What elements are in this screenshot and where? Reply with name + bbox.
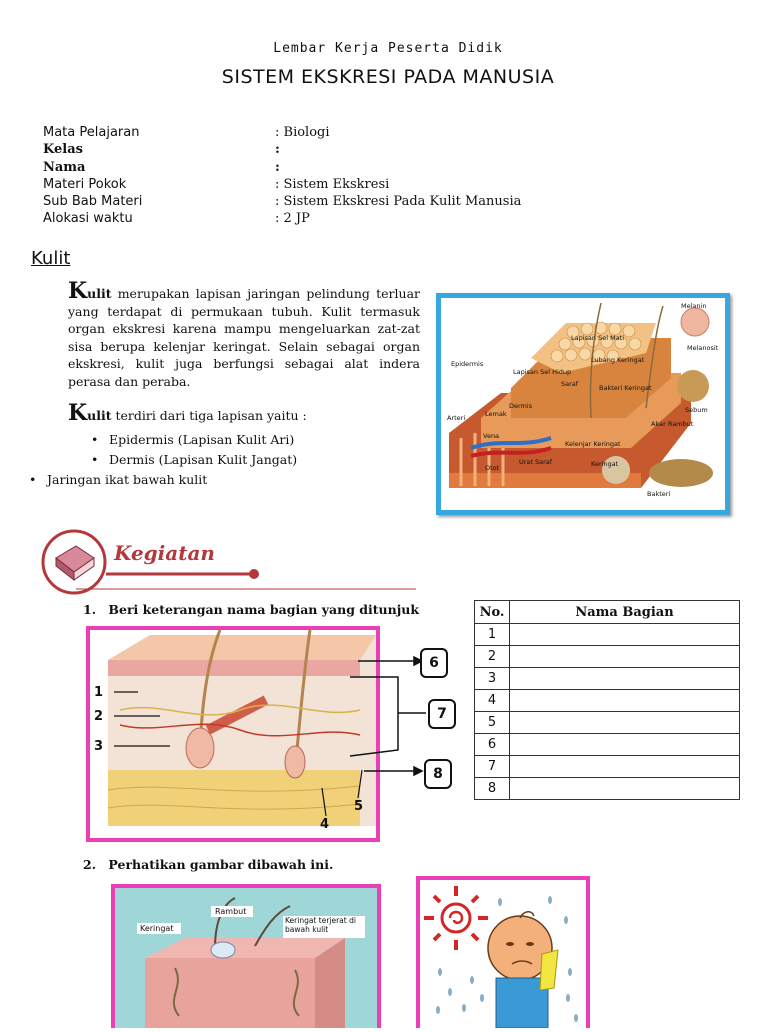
callout-8: 8	[424, 759, 452, 789]
task1-illustration	[90, 630, 376, 838]
bullet-icon: •	[29, 472, 37, 487]
row-number: 4	[475, 690, 510, 712]
header-no: No.	[475, 601, 510, 624]
marker-5: 5	[354, 799, 364, 814]
info-label: Alokasi waktu	[43, 211, 133, 226]
paragraph-text: terdiri dari tiga lapisan yaitu :	[111, 408, 307, 423]
layer-label: Jaringan ikat bawah kulit	[47, 472, 208, 487]
row-number: 8	[475, 778, 510, 800]
row-number: 3	[475, 668, 510, 690]
label-dermis: Dermis	[509, 402, 533, 410]
label-vena: Vena	[483, 432, 500, 440]
bullet-icon: •	[91, 432, 99, 447]
layers-intro	[68, 400, 420, 426]
row-number: 7	[475, 756, 510, 778]
melanin-inset	[681, 308, 709, 336]
callout-7: 7	[428, 699, 456, 729]
label-rambut: Rambut	[215, 907, 247, 916]
label-epidermis: Epidermis	[451, 360, 484, 368]
sebum-inset	[677, 370, 709, 402]
label-nerve: Urat Saraf	[519, 458, 553, 466]
marker-1: 1	[94, 685, 104, 700]
label-sweat-gland: Kelenjar Keringat	[565, 440, 621, 448]
answer-cell[interactable]	[510, 668, 740, 690]
layer-label: Dermis (Lapisan Kulit Jangat)	[109, 452, 298, 467]
layer-label: Epidermis (Lapisan Kulit Ari)	[109, 432, 295, 447]
info-value: : 2 JP	[275, 211, 310, 226]
info-label: Materi Pokok	[43, 177, 127, 192]
info-value: :	[275, 160, 280, 175]
layer-item	[29, 472, 207, 487]
row-number: 1	[475, 624, 510, 646]
task-text: Perhatikan gambar dibawah ini.	[108, 857, 334, 872]
answer-cell[interactable]	[510, 778, 740, 800]
sweat-skin-illustration	[115, 888, 377, 1028]
task-text: Beri keterangan nama bagian yang ditunjuk	[108, 602, 420, 617]
label-saraf: Saraf	[561, 380, 579, 388]
table-row	[475, 624, 740, 646]
skin-diagram	[436, 293, 730, 515]
kegiatan-title: Kegiatan	[114, 541, 215, 565]
task-number: 1.	[83, 602, 97, 617]
info-label: Mata Pelajaran	[43, 125, 140, 140]
worksheet-subtitle: Lembar Kerja Peserta Didik	[273, 41, 503, 56]
info-value: : Sistem Ekskresi Pada Kulit Manusia	[275, 194, 522, 209]
label-melanin: Melanin	[681, 302, 707, 310]
answer-cell[interactable]	[510, 734, 740, 756]
row-number: 2	[475, 646, 510, 668]
epidermis-layer	[108, 660, 360, 676]
info-value: : Biologi	[275, 125, 330, 140]
row-number: 6	[475, 734, 510, 756]
callout-6: 6	[420, 648, 448, 678]
task1-skin-diagram	[86, 626, 380, 842]
table-row	[475, 756, 740, 778]
label-sweat-bacteria: Bakteri Keringat	[599, 384, 652, 392]
label-keringat: Keringat	[591, 460, 619, 468]
answer-cell[interactable]	[510, 756, 740, 778]
kegiatan-banner	[40, 528, 420, 598]
answer-cell[interactable]	[510, 712, 740, 734]
marker-3: 3	[94, 739, 104, 754]
label-lemak: Lemak	[485, 410, 507, 418]
answer-cell[interactable]	[510, 690, 740, 712]
info-value: : Sistem Ekskresi	[275, 177, 390, 192]
skin-diagram-illustration	[441, 298, 725, 510]
answer-cell[interactable]	[510, 646, 740, 668]
table-row	[475, 646, 740, 668]
lead-word: ulit	[87, 408, 112, 423]
table-header-row	[475, 601, 740, 624]
table-row	[475, 712, 740, 734]
task-number: 2.	[83, 857, 97, 872]
worksheet-title: SISTEM EKSKRESI PADA MANUSIA	[221, 66, 555, 88]
task-1	[83, 602, 419, 617]
label-keringat: Keringat	[140, 924, 174, 933]
label-arteri: Arteri	[447, 414, 466, 422]
table-row	[475, 778, 740, 800]
table-row	[475, 690, 740, 712]
marker-2: 2	[94, 709, 104, 724]
bakteri-inset	[649, 459, 713, 487]
label-hair-root: Akar Rambut	[651, 420, 694, 428]
table-row	[475, 668, 740, 690]
info-label: Sub Bab Materi	[43, 194, 143, 209]
section-heading: Kulit	[31, 248, 71, 269]
layer-item	[91, 432, 294, 447]
lead-word: ulit	[87, 286, 112, 301]
dropcap: K	[68, 278, 88, 304]
label-otot: Otot	[485, 464, 500, 472]
label-sweat-pore: Lubang Keringat	[591, 356, 645, 364]
label-trapped-sweat: Keringat terjerat di bawah kulit	[285, 916, 356, 934]
layer-item	[91, 452, 297, 467]
intro-paragraph	[68, 278, 420, 391]
row-number: 5	[475, 712, 510, 734]
skin-surface	[108, 635, 376, 660]
label-melanosit: Melanosit	[687, 344, 719, 352]
marker-4: 4	[320, 817, 330, 832]
task-2	[83, 857, 333, 872]
answer-cell[interactable]	[510, 624, 740, 646]
label-living-cells: Lapisan Sel Hidup	[513, 368, 572, 376]
sweating-person-illustration	[420, 880, 586, 1028]
label-sebum: Sebum	[685, 406, 708, 414]
label-bakteri: Bakteri	[647, 490, 671, 498]
info-value: :	[275, 142, 280, 157]
info-label: Nama	[43, 160, 86, 175]
info-label: Kelas	[43, 142, 83, 157]
label-dead-cells: Lapisan Sel Mati	[571, 334, 625, 342]
header-name: Nama Bagian	[510, 601, 740, 624]
table-row	[475, 734, 740, 756]
paragraph-text: merupakan lapisan jaringan pelindung terluar yang terdapat di permukaan tubuh. Kulit termasuk organ ekskresi karena mampu mengeluarkan zat-zat sisa berupa kelenjar keringat. Selain sebagai organ ekskresi, kulit juga berfungsi sebagai alat indera perasa dan peraba.	[68, 286, 420, 389]
bullet-icon: •	[91, 452, 99, 467]
dropcap: K	[68, 400, 88, 426]
answer-table	[474, 600, 740, 800]
sweat-skin-image	[111, 884, 381, 1028]
sweating-person-image	[416, 876, 590, 1028]
